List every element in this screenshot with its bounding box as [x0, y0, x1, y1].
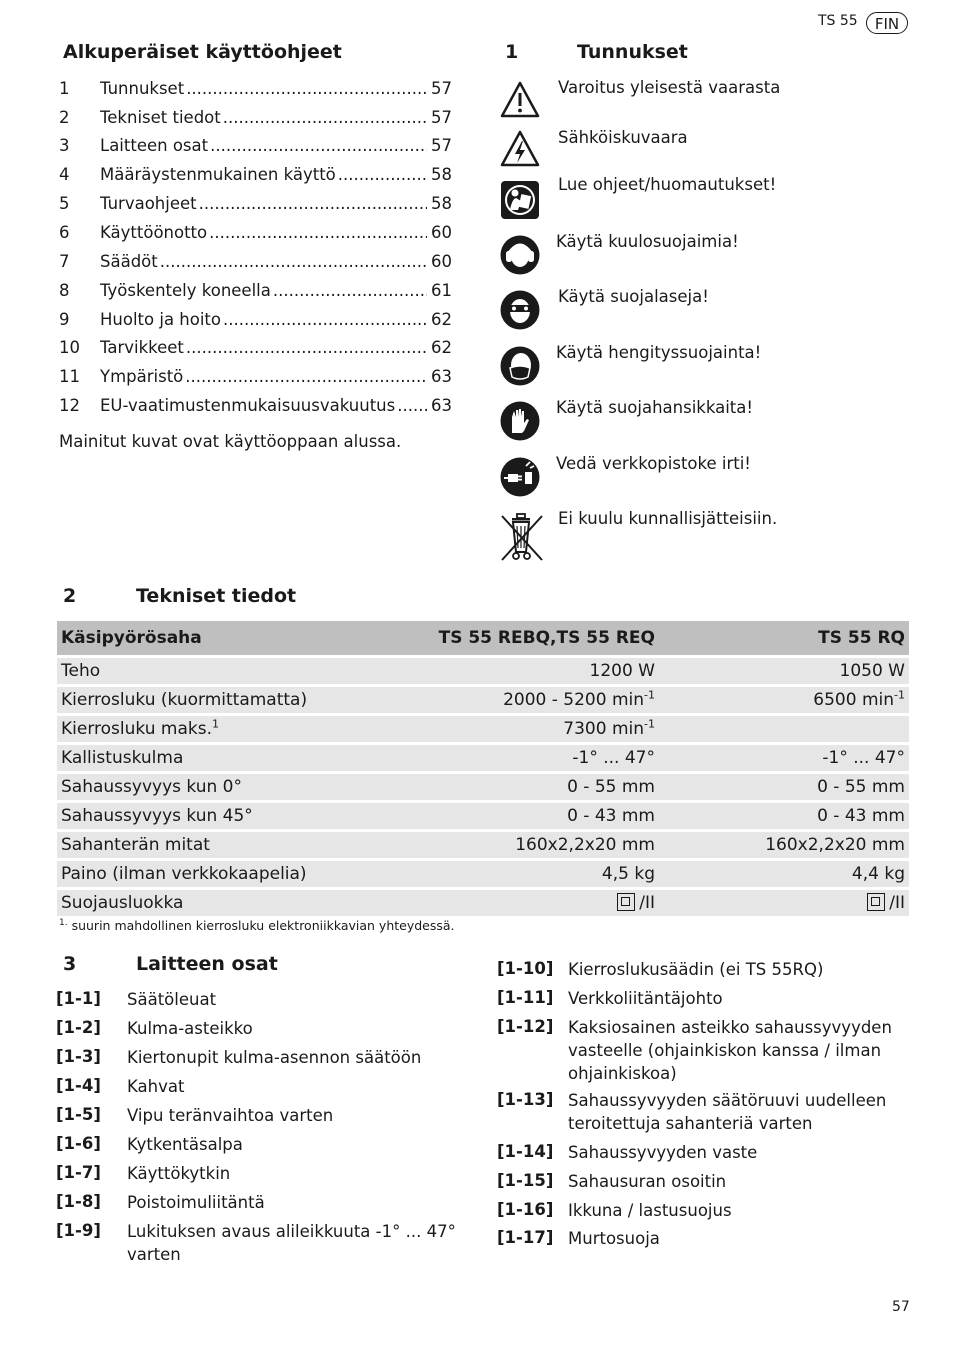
specs-header-row	[57, 621, 909, 657]
toc-item-page: 62	[431, 310, 452, 329]
toc-item-page: 58	[431, 165, 452, 184]
part-id: [1-12]	[497, 1017, 554, 1036]
toc-leader	[273, 281, 427, 300]
table-row	[57, 889, 909, 917]
section-1-title: Tunnukset	[577, 41, 688, 63]
spec-value: 0 - 43 mm	[659, 802, 909, 831]
toc-item-number: 10	[59, 338, 80, 357]
table-row	[57, 744, 909, 773]
spec-label: Sahaussyvyys kun 0°	[57, 773, 365, 802]
spec-value: 2000 - 5200 $\min^{-1}$	[365, 686, 659, 715]
figures-note: Mainitut kuvat ovat käyttöoppaan alussa.	[59, 432, 402, 451]
spec-value: 0 - 55 mm	[365, 773, 659, 802]
part-label: Säätöleuat	[127, 990, 217, 1009]
part-id: [1-5]	[56, 1105, 101, 1124]
toc-item[interactable]	[59, 310, 451, 336]
unplug-icon	[500, 457, 540, 497]
warning-triangle-icon	[500, 80, 540, 120]
part-id: [1-11]	[497, 988, 554, 1007]
toc-item-title: Käyttöönotto	[100, 223, 208, 242]
toc-leader	[397, 396, 427, 415]
section-2-title: Tekniset tiedot	[136, 585, 297, 607]
part-id: [1-8]	[56, 1192, 101, 1211]
toc-item-page: 63	[431, 367, 452, 386]
double-insulation-icon	[867, 893, 885, 911]
toc-leader	[210, 136, 427, 155]
symbol-label: Käytä suojalaseja!	[558, 287, 709, 306]
toc-item-title: EU-vaatimustenmukaisuusvakuutus	[100, 396, 396, 415]
spec-value: 6500 $\min^{-1}$	[659, 686, 909, 715]
double-insulation-icon	[617, 893, 635, 911]
table-row	[57, 686, 909, 715]
language-badge: FIN	[866, 12, 908, 34]
toc-item-title: Tarvikkeet	[100, 338, 184, 357]
ear-protection-icon	[500, 235, 540, 275]
toc-item-title: Turvaohjeet	[100, 194, 197, 213]
table-row	[57, 802, 909, 831]
part-label: Kahvat	[127, 1077, 185, 1096]
part-id: [1-2]	[56, 1018, 101, 1037]
table-row	[57, 657, 909, 686]
part-label: Ikkuna / lastusuojus	[568, 1201, 732, 1220]
toc-item-number: 5	[59, 194, 70, 213]
part-id: [1-13]	[497, 1090, 554, 1109]
part-label: Sahaussyvyyden vaste	[568, 1143, 758, 1162]
toc-item-page: 62	[431, 338, 452, 357]
toc-item[interactable]	[59, 223, 451, 249]
toc-item-number: 9	[59, 310, 70, 329]
part-id: [1-10]	[497, 959, 554, 978]
specs-table	[57, 621, 909, 916]
part-id: [1-1]	[56, 989, 101, 1008]
toc-item-title: Ympäristö	[100, 367, 184, 386]
part-label: Sahaussyvyyden säätöruuvi uudelleen teroitettuja sahanteriä varten	[568, 1091, 887, 1133]
spec-value: 7300 $\min^{-1}$	[365, 715, 659, 744]
respirator-icon	[500, 346, 540, 386]
safety-goggles-icon	[500, 290, 540, 330]
toc-item-title: Säädöt	[100, 252, 158, 271]
toc-item-page: 57	[431, 136, 452, 155]
section-2-number: 2	[63, 585, 77, 607]
spec-value: -1° ... 47°	[659, 744, 909, 773]
toc-leader	[223, 310, 427, 329]
spec-value: 160x2,2x20 mm	[659, 831, 909, 860]
spec-value: 1050 W	[659, 657, 909, 686]
symbol-label: Käytä suojahansikkaita!	[556, 398, 753, 417]
symbol-label: Sähköiskuvaara	[558, 128, 688, 147]
toc-item-number: 3	[59, 136, 70, 155]
spec-label: Teho	[57, 657, 365, 686]
toc-item[interactable]	[59, 367, 451, 393]
toc-item-title: Huolto ja hoito	[100, 310, 221, 329]
toc-item[interactable]	[59, 165, 451, 191]
part-id: [1-6]	[56, 1134, 101, 1153]
spec-value: 0 - 43 mm	[365, 802, 659, 831]
part-label: Verkkoliitäntäjohto	[568, 989, 723, 1008]
part-label: Kaksiosainen asteikko sahaussyvyyden vasteelle (ohjainkiskon kanssa / ilman ohjainkiskoa)	[568, 1018, 892, 1083]
crossed-bin-icon	[498, 512, 546, 564]
spec-label: Sahanterän mitat	[57, 831, 365, 860]
toc-title: Alkuperäiset käyttöohjeet	[63, 41, 342, 63]
specs-column-header: TS 55 RQ	[659, 621, 909, 657]
toc-item-title: Tunnukset	[100, 79, 185, 98]
toc-item[interactable]	[59, 136, 451, 162]
toc-item-title: Tekniset tiedot	[100, 108, 221, 127]
spec-value: 0 - 55 mm	[659, 773, 909, 802]
spec-value: /II	[365, 889, 659, 917]
toc-item-page: 57	[431, 108, 452, 127]
symbol-label: Käytä hengityssuojainta!	[556, 343, 762, 362]
part-label: Sahausuran osoitin	[568, 1172, 727, 1191]
symbol-label: Ei kuulu kunnallisjätteisiin.	[558, 509, 778, 528]
toc-item[interactable]	[59, 396, 451, 422]
part-label: Käyttökytkin	[127, 1164, 231, 1183]
table-footnote: $^{1.}$ suurin mahdollinen kierrosluku elektroniikkavian yhteydessä.	[59, 917, 455, 933]
toc-item[interactable]	[59, 108, 451, 134]
spec-value: 1200 W	[365, 657, 659, 686]
part-id: [1-15]	[497, 1171, 554, 1190]
part-label: Kiertonupit kulma-asennon säätöön	[127, 1048, 422, 1067]
spec-value: 4,4 kg	[659, 860, 909, 889]
electric-hazard-icon	[500, 129, 540, 169]
toc-leader	[209, 223, 427, 242]
toc-item-page: 61	[431, 281, 452, 300]
part-label: Kierroslukusäädin (ei TS 55RQ)	[568, 960, 824, 979]
toc-item[interactable]	[59, 252, 451, 278]
toc-item-number: 11	[59, 367, 80, 386]
toc-leader	[223, 108, 427, 127]
section-3-number: 3	[63, 953, 77, 975]
section-1-number: 1	[505, 41, 519, 63]
toc-leader	[338, 165, 427, 184]
spec-label: Sahaussyvyys kun 45°	[57, 802, 365, 831]
part-id: [1-16]	[497, 1200, 554, 1219]
page-number: 57	[892, 1299, 910, 1315]
toc-item-page: 57	[431, 79, 452, 98]
toc-item-number: 6	[59, 223, 70, 242]
toc-item-number: 2	[59, 108, 70, 127]
part-id: [1-17]	[497, 1228, 554, 1247]
symbol-label: Lue ohjeet/huomautukset!	[558, 175, 777, 194]
part-id: [1-3]	[56, 1047, 101, 1066]
toc-leader	[186, 79, 427, 98]
toc-item-page: 60	[431, 252, 452, 271]
part-label: Lukituksen avaus alileikkuuta -1° ... 47° varten	[127, 1222, 456, 1264]
toc-item-number: 4	[59, 165, 70, 184]
toc-item[interactable]	[59, 194, 451, 220]
toc-item-title: Työskentely koneella	[100, 281, 271, 300]
specs-column-header: Käsipyörösaha	[57, 621, 365, 657]
toc-item-number: 8	[59, 281, 70, 300]
toc-item-number: 1	[59, 79, 70, 98]
table-row	[57, 715, 909, 744]
toc-item-page: 58	[431, 194, 452, 213]
toc-leader	[186, 338, 427, 357]
symbol-label: Vedä verkkopistoke irti!	[556, 454, 751, 473]
part-id: [1-14]	[497, 1142, 554, 1161]
section-3-title: Laitteen osat	[136, 953, 278, 975]
toc-item-number: 7	[59, 252, 70, 271]
spec-value	[659, 715, 909, 744]
spec-value: 160x2,2x20 mm	[365, 831, 659, 860]
toc-item-number: 12	[59, 396, 80, 415]
toc-item-title: Määräystenmukainen käyttö	[100, 165, 336, 184]
toc-item[interactable]	[59, 281, 451, 307]
part-label: Vipu teränvaihtoa varten	[127, 1106, 334, 1125]
symbol-label: Varoitus yleisestä vaarasta	[558, 78, 781, 97]
toc-leader	[199, 194, 427, 213]
toc-item-title: Laitteen osat	[100, 136, 209, 155]
spec-label: Paino (ilman verkkokaapelia)	[57, 860, 365, 889]
specs-column-header: TS 55 REBQ,TS 55 REQ	[365, 621, 659, 657]
part-label: Murtosuoja	[568, 1229, 660, 1248]
spec-label: Kallistuskulma	[57, 744, 365, 773]
toc-item-page: 63	[431, 396, 452, 415]
spec-value: -1° ... 47°	[365, 744, 659, 773]
table-row	[57, 831, 909, 860]
part-label: Kulma-asteikko	[127, 1019, 253, 1038]
part-label: Poistoimuliitäntä	[127, 1193, 265, 1212]
spec-value: 4,5 kg	[365, 860, 659, 889]
toc-item-page: 60	[431, 223, 452, 242]
part-label: Kytkentäsalpa	[127, 1135, 243, 1154]
symbol-label: Käytä kuulosuojaimia!	[556, 232, 739, 251]
table-row	[57, 773, 909, 802]
header-model: TS 55	[818, 13, 858, 29]
part-id: [1-9]	[56, 1221, 101, 1240]
spec-label: Suojausluokka	[57, 889, 365, 917]
part-id: [1-4]	[56, 1076, 101, 1095]
spec-value: /II	[659, 889, 909, 917]
part-id: [1-7]	[56, 1163, 101, 1182]
read-manual-icon	[500, 180, 540, 220]
toc-item[interactable]	[59, 338, 451, 364]
spec-label: Kierrosluku (kuormittamatta)	[57, 686, 365, 715]
gloves-icon	[500, 401, 540, 441]
toc-leader	[185, 367, 427, 386]
toc-item[interactable]	[59, 79, 451, 105]
table-row	[57, 860, 909, 889]
toc-leader	[160, 252, 427, 271]
spec-label: Kierrosluku maks.$^1$	[57, 715, 365, 744]
